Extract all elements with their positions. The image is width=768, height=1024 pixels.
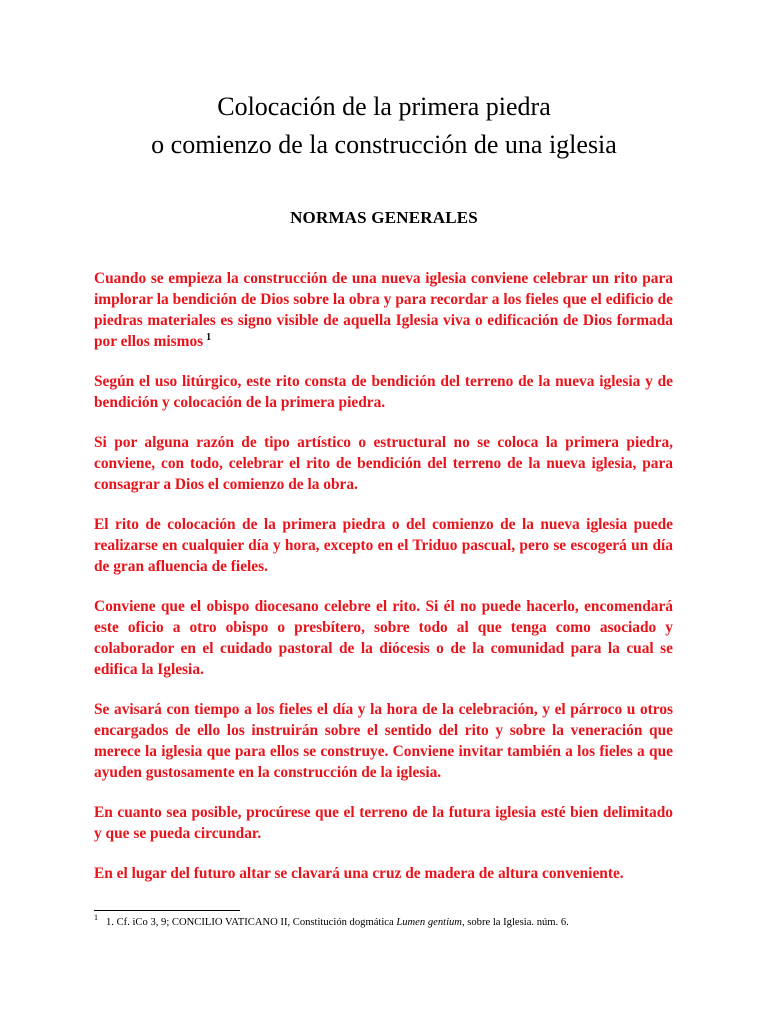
footnote-text-before: 1. Cf. iCo 3, 9; CONCILIO VATICANO II, Constitución dogmática	[106, 917, 397, 928]
paragraph-5: Conviene que el obispo diocesano celebre el rito. Si él no puede hacerlo, encomendará este oficio a otro obispo o presbítero, sobre todo al que tenga como asociado y colaborador en el cuidado pastoral de la diócesis o de la comunidad para la cual se edifica la Iglesia.	[94, 598, 673, 678]
footnote-reference[interactable]: 1	[206, 331, 212, 343]
footnote-text-after: , sobre la Iglesia. núm. 6.	[461, 917, 569, 928]
footnote-italic-title: Lumen gentium	[396, 917, 462, 928]
paragraph-6: Se avisará con tiempo a los fieles el día y la hora de la celebración, y el párroco u otros encargados de ello los instruirán sobre el sentido del rito y sobre la veneración que merece la iglesia que para ellos se construye. Conviene invitar también a los fieles a que ayuden gustosamente en la construcción de la iglesia.	[94, 701, 673, 781]
section-heading: NORMAS GENERALES	[290, 208, 478, 227]
paragraph-2: Según el uso litúrgico, este rito consta de bendición del terreno de la nueva iglesia y de bendición y colocación de la primera piedra.	[94, 373, 673, 411]
paragraph-4: El rito de colocación de la primera piedra o del comienzo de la nueva iglesia puede realizarse en cualquier día y hora, excepto en el Triduo pascual, pero se escogerá un día de gran afluencia de fieles.	[94, 516, 673, 575]
footnote-divider	[94, 910, 240, 911]
paragraph-1	[94, 268, 673, 352]
title-line-2: o comienzo de la construcción de una iglesia	[151, 130, 617, 159]
footnote-mark: 1	[94, 913, 98, 923]
footnote	[94, 913, 694, 930]
title-line-1: Colocación de la primera piedra	[217, 92, 551, 121]
paragraph-7: En cuanto sea posible, procúrese que el terreno de la futura iglesia esté bien delimitado y que se pueda circundar.	[94, 804, 673, 842]
document-title	[0, 88, 768, 164]
document-body	[94, 268, 673, 903]
paragraph-8: En el lugar del futuro altar se clavará una cruz de madera de altura conveniente.	[94, 865, 624, 882]
paragraph-3: Si por alguna razón de tipo artístico o estructural no se coloca la primera piedra, conviene, con todo, celebrar el rito de bendición del terreno de la nueva iglesia, para consagrar a Dios el comienzo de la obra.	[94, 434, 673, 493]
paragraph-1-text: Cuando se empieza la construcción de una nueva iglesia conviene celebrar un rito para implorar la bendición de Dios sobre la obra y para recordar a los fieles que el edificio de piedras materiales es signo visible de aquella Iglesia viva o edificación de Dios formada por ellos mismos	[94, 270, 673, 350]
